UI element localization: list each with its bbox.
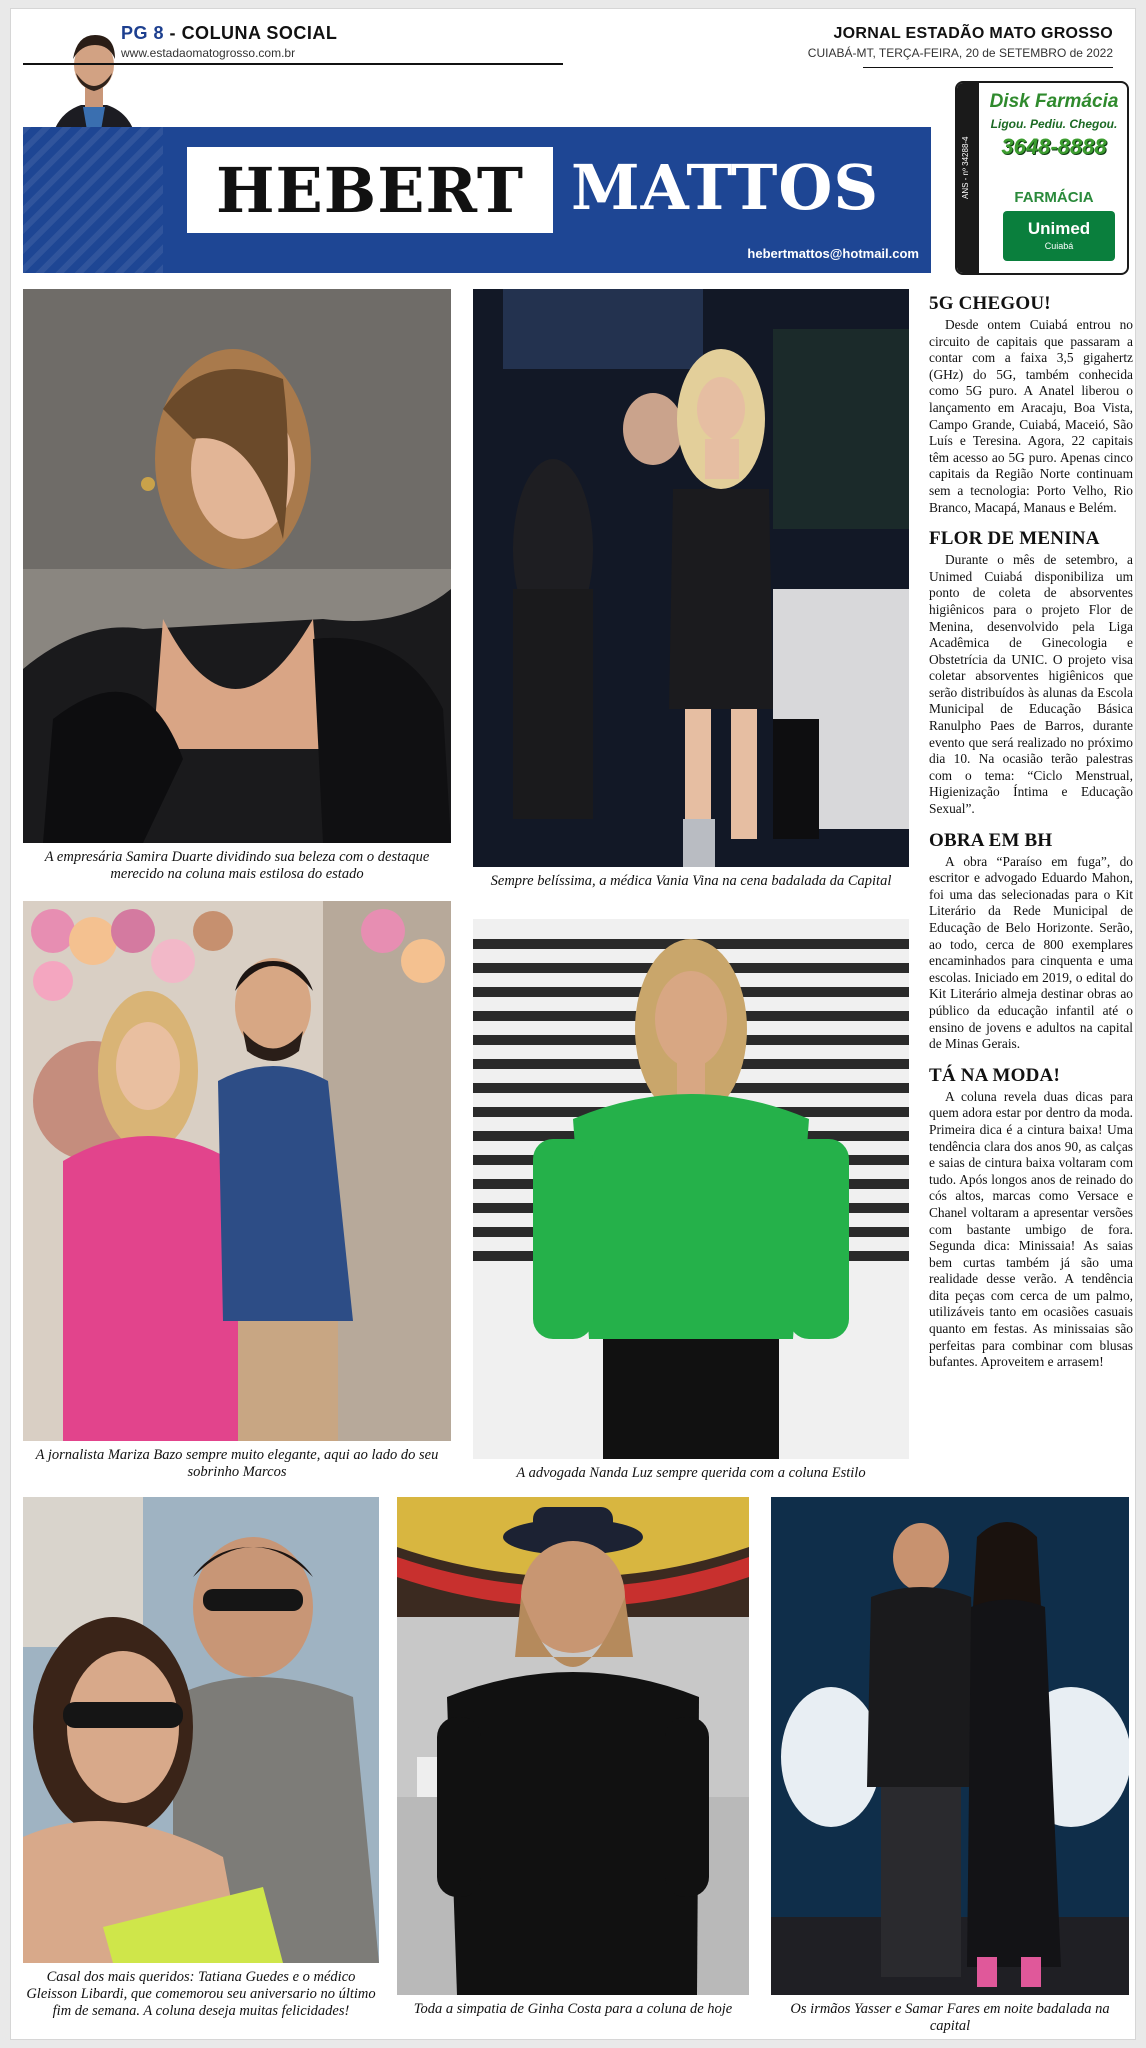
caption-nanda-luz: A advogada Nanda Luz sempre querida com a coluna Estilo bbox=[516, 1465, 866, 1481]
columnist-email[interactable]: hebertmattos@hotmail.com bbox=[747, 246, 919, 261]
ad-ans-strip bbox=[957, 83, 979, 273]
caption-ginha-costa: Toda a simpatia de Ginha Costa para a coluna de hoje bbox=[413, 2001, 733, 2017]
article-flor-de-menina bbox=[929, 528, 1133, 818]
header-rule-right bbox=[863, 67, 1113, 68]
columnist-last-name: MATTOS bbox=[571, 151, 880, 224]
unimed-brand: Unimed bbox=[1027, 219, 1091, 238]
ad-ans-number: ANS - nº 34288-4 bbox=[961, 136, 970, 199]
newspaper-page bbox=[10, 8, 1136, 2040]
dateline: CUIABÁ-MT, TERÇA-FEIRA, 20 de SETEMBRO de 2022 bbox=[807, 46, 1113, 60]
banner-pattern bbox=[23, 127, 163, 273]
article-title: OBRA EM BH bbox=[929, 829, 1053, 851]
unimed-logo bbox=[1003, 211, 1115, 261]
page-header-right bbox=[808, 25, 1113, 60]
caption-yasser-samar: Os irmãos Yasser e Samar Fares em noite badalada na capital bbox=[790, 2001, 1110, 2034]
unimed-brand-sub: Cuiabá bbox=[1044, 241, 1074, 251]
article-body: Durante o mês de setembro, a Unimed Cuiabá disponibiliza um ponto de coleta de absorventes higiênicos para o projeto Flor de Menina, desenvolvido pela Liga Acadêmica de Ginecologia e Obstetrícia da UNIC. O projeto visa coletar absorventes higiênicos que serão distribuídos às alunas da Escola Municipal de Educação Básica Ranulpho Paes de Barros, durante evento que será realizado no próximo dia 10. Na ocasião terão palestras com o tema: “Ciclo Menstrual, Higienização Íntima e Educação Sexual”. bbox=[929, 552, 1133, 817]
ad-tagline: Ligou. Pediu. Chegou. bbox=[990, 117, 1118, 131]
column-banner bbox=[23, 127, 931, 273]
article-obra-em-bh bbox=[929, 830, 1133, 1053]
website-link[interactable]: www.estadaomatogrosso.com.br bbox=[121, 46, 296, 60]
news-column bbox=[929, 293, 1133, 1383]
section-name: COLUNA SOCIAL bbox=[181, 23, 338, 43]
article-title: FLOR DE MENINA bbox=[929, 528, 1100, 550]
header-rule bbox=[23, 63, 563, 65]
article-title: TÁ NA MODA! bbox=[929, 1064, 1060, 1086]
article-title: 5G CHEGOU! bbox=[929, 293, 1051, 314]
photo-nanda-luz bbox=[473, 919, 909, 1459]
caption-tatiana-gleisson: Casal dos mais queridos: Tatiana Guedes e o médico Gleisson Libardi, que comemorou seu aniversario no último fim de semana. A coluna deseja muitas felicidades! bbox=[26, 1969, 376, 2019]
header-separator: - bbox=[169, 23, 177, 43]
columnist-first-name: HEBERT bbox=[215, 153, 525, 227]
article-5g bbox=[929, 293, 1133, 516]
caption-samira-duarte: A empresária Samira Duarte dividindo sua beleza com o destaque merecido na coluna mais estilosa do estado bbox=[44, 849, 430, 882]
photo-ginha-costa bbox=[397, 1497, 749, 1995]
pharmacy-ad[interactable] bbox=[955, 81, 1129, 275]
page-number: PG 8 bbox=[121, 23, 165, 43]
ad-title: Disk Farmácia bbox=[989, 91, 1119, 112]
caption-mariza-bazo: A jornalista Mariza Bazo sempre muito elegante, aqui ao lado do seu sobrinho Marcos bbox=[35, 1447, 439, 1480]
page-header-left bbox=[121, 23, 337, 60]
photo-yasser-samar bbox=[771, 1497, 1129, 1995]
caption-vania-vina: Sempre belíssima, a médica Vania Vina na cena badalada da Capital bbox=[490, 873, 892, 889]
ad-label: FARMÁCIA bbox=[1014, 189, 1094, 206]
article-body: A coluna revela duas dicas para quem adora estar por dentro da moda. Primeira dica é a cintura baixa! Uma tendência clara dos anos 90, as calças e saias de cintura baixa voltaram com tudo. Após longos anos de reinado do cós altos, marcas como Versace e Chanel voltaram a apresentar versões com bastante umbigo de fora. Segunda dica: Minissaia! As saias bem curtas também já são uma realidade desse verão. A tendência dita peças com cerca de um palmo, utilizáveis tanto em ocasiões casuais quanto em festas. As minissaias são perfeitas para combinar com blusas bufantes. Aproveitem e arrasem! bbox=[929, 1088, 1133, 1370]
newspaper-name: JORNAL ESTADÃO MATO GROSSO bbox=[833, 25, 1113, 42]
photo-vania-vina bbox=[473, 289, 909, 867]
article-body: A obra “Paraíso em fuga”, do escritor e advogado Eduardo Mahon, foi uma das selecionadas para o Kit Literário da Rede Municipal de Educação de Belo Horizonte. Serão, ao todo, cerca de 800 exemplares encaminhados para cinquenta e uma escolas. Iniciado em 2019, o edital do Kit Literário almeja destinar obras ao público da educação infantil até o ensino de jovens e adultos na capital de Minas Gerais. bbox=[929, 853, 1133, 1052]
photo-mariza-bazo bbox=[23, 901, 451, 1441]
article-ta-na-moda bbox=[929, 1065, 1133, 1371]
photo-tatiana-gleisson bbox=[23, 1497, 379, 1963]
banner-name-box bbox=[187, 147, 553, 233]
photo-samira-duarte bbox=[23, 289, 451, 843]
page-section-label bbox=[121, 23, 337, 44]
ad-phone: 3648-8888 bbox=[1001, 134, 1107, 159]
article-body: Desde ontem Cuiabá entrou no circuito de capitais que passaram a contar com a faixa 3,5 gigahertz (GHz) do 5G, também conhecida como 5G puro. A Anatel liberou o lançamento em Aracaju, Boa Vista, Campo Grande, Cuiabá, Maceió, São Luís e Teresina. Agora, 22 capitais têm acesso ao 5G puro. Apenas cinco capitais da Região Norte continuam sem a tecnologia: Porto Velho, Rio Branco, Macapá, Manaus e Belém. bbox=[929, 317, 1133, 515]
